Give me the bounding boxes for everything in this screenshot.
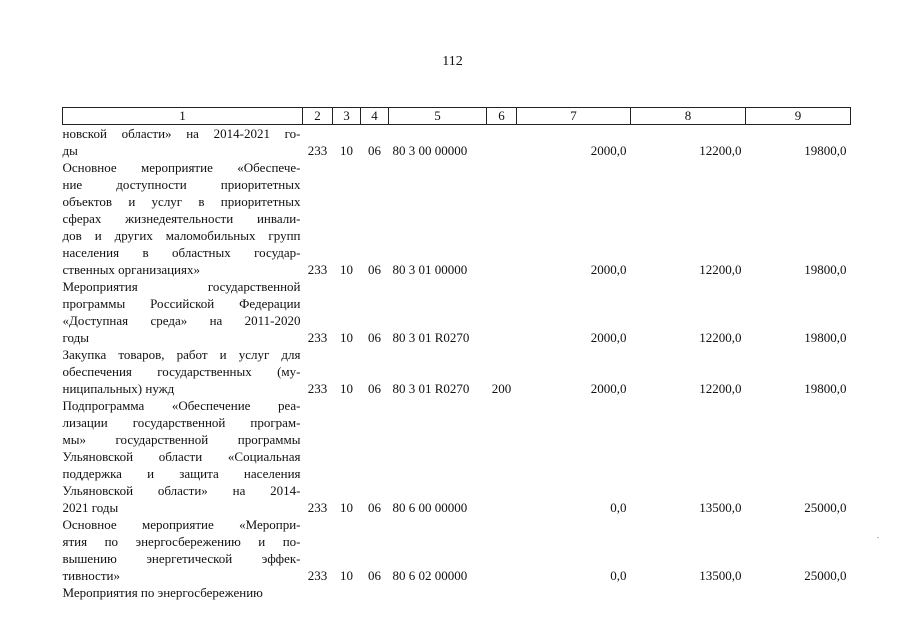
- expense-type-code: [487, 278, 517, 346]
- description-line: объектов и услуг в приоритетных: [62, 194, 301, 209]
- description-line: ние доступности приоритетных: [62, 177, 301, 192]
- expense-type-code: [487, 125, 517, 160]
- row-description: [63, 159, 303, 278]
- amount-col-7: 2000,0: [590, 381, 627, 396]
- rzd-code: [303, 584, 333, 601]
- target-article-code: 80 3 01 R0270: [392, 381, 470, 396]
- table-body: [63, 125, 851, 602]
- amount-col-8: 12200,0: [699, 143, 742, 158]
- description-line: мы» государственной программы: [62, 432, 301, 447]
- expense-type-code: [487, 397, 517, 516]
- table-header: [63, 108, 851, 125]
- amount-col-7: [517, 584, 631, 601]
- amount-col-8: 12200,0: [699, 330, 742, 345]
- description-line: Ульяновской области «Социальная: [62, 449, 301, 464]
- section-code: 10: [340, 262, 353, 277]
- amount-col-9: 25000,0: [804, 500, 847, 515]
- amount-col-8: [631, 584, 746, 601]
- section-code: [333, 584, 361, 601]
- rzd-code: 233: [307, 143, 328, 158]
- row-description: [63, 516, 303, 584]
- description-line: Основное мероприятие «Обеспече-: [62, 160, 301, 175]
- row-description: [63, 584, 303, 601]
- amount-col-9: 19800,0: [804, 143, 847, 158]
- table-row: [63, 584, 851, 601]
- description-line: 2021 годы: [62, 500, 119, 515]
- description-line: поддержка и защита населения: [62, 466, 301, 481]
- description-line: сферах жизнедеятельности инвали-: [62, 211, 301, 226]
- description-line: Мероприятия по энергосбережению: [62, 585, 263, 600]
- description-line: дов и других маломобильных групп: [62, 228, 301, 243]
- amount-col-8: 13500,0: [699, 500, 742, 515]
- amount-col-9: 25000,0: [804, 568, 847, 583]
- expense-type-code: 200: [491, 381, 512, 396]
- description-line: обеспечения государственных (му-: [62, 364, 301, 379]
- description-line: населения в областных государ-: [62, 245, 301, 260]
- scan-speck: [877, 537, 879, 538]
- header-col-9: 9: [746, 108, 851, 125]
- rzd-code: 233: [307, 381, 328, 396]
- expense-type-code: [487, 159, 517, 278]
- budget-table-sheet: [62, 107, 850, 601]
- header-col-2: 2: [303, 108, 333, 125]
- target-article-code: 80 3 01 00000: [392, 262, 468, 277]
- rzd-code: 233: [307, 262, 328, 277]
- header-col-5: 5: [389, 108, 487, 125]
- header-row: [63, 108, 851, 125]
- table-row: [63, 159, 851, 278]
- header-col-8: 8: [631, 108, 746, 125]
- header-col-3: 3: [333, 108, 361, 125]
- description-line: новской области» на 2014-2021 го-: [62, 126, 301, 141]
- amount-col-7: 0,0: [610, 500, 627, 515]
- row-description: [63, 397, 303, 516]
- description-line: Основное мероприятие «Меропри-: [62, 517, 301, 532]
- table-row: [63, 346, 851, 397]
- description-line: «Доступная среда» на 2011-2020: [62, 313, 301, 328]
- amount-col-9: 19800,0: [804, 330, 847, 345]
- target-article-code: 80 6 00 00000: [392, 500, 468, 515]
- section-code: 10: [340, 500, 353, 515]
- amount-col-8: 12200,0: [699, 381, 742, 396]
- header-col-7: 7: [517, 108, 631, 125]
- section-code: 10: [340, 568, 353, 583]
- description-line: годы: [62, 330, 89, 345]
- description-line: Ульяновской области» на 2014-: [62, 483, 301, 498]
- amount-col-7: 2000,0: [590, 330, 627, 345]
- subsection-code: [361, 584, 389, 601]
- subsection-code: 06: [368, 262, 381, 277]
- rzd-code: 233: [307, 500, 328, 515]
- amount-col-7: 2000,0: [590, 143, 627, 158]
- row-description: [63, 278, 303, 346]
- section-code: 10: [340, 143, 353, 158]
- description-line: тивности»: [62, 568, 120, 583]
- subsection-code: 06: [368, 143, 381, 158]
- section-code: 10: [340, 381, 353, 396]
- table-row: [63, 397, 851, 516]
- target-article-code: 80 3 00 00000: [392, 143, 468, 158]
- row-description: [63, 125, 303, 160]
- description-line: Подпрограмма «Обеспечение реа-: [62, 398, 301, 413]
- expense-type-code: [487, 516, 517, 584]
- target-article-code: 80 6 02 00000: [392, 568, 468, 583]
- amount-col-9: 19800,0: [804, 262, 847, 277]
- budget-table: [62, 107, 851, 601]
- amount-col-8: 12200,0: [699, 262, 742, 277]
- rzd-code: 233: [307, 330, 328, 345]
- rzd-code: 233: [307, 568, 328, 583]
- description-line: лизации государственной програм-: [62, 415, 301, 430]
- amount-col-7: 2000,0: [590, 262, 627, 277]
- target-article-code: [389, 584, 487, 601]
- amount-col-9: 19800,0: [804, 381, 847, 396]
- subsection-code: 06: [368, 330, 381, 345]
- row-description: [63, 346, 303, 397]
- section-code: 10: [340, 330, 353, 345]
- description-line: ятия по энергосбережению и по-: [62, 534, 301, 549]
- header-col-1: 1: [63, 108, 303, 125]
- subsection-code: 06: [368, 500, 381, 515]
- header-col-6: 6: [487, 108, 517, 125]
- amount-col-8: 13500,0: [699, 568, 742, 583]
- subsection-code: 06: [368, 381, 381, 396]
- description-line: ды: [62, 143, 78, 158]
- page-number: 112: [442, 54, 463, 69]
- subsection-code: 06: [368, 568, 381, 583]
- amount-col-7: 0,0: [610, 568, 627, 583]
- expense-type-code: [487, 584, 517, 601]
- header-col-4: 4: [361, 108, 389, 125]
- table-row: [63, 125, 851, 160]
- description-line: Мероприятия государственной: [62, 279, 301, 294]
- target-article-code: 80 3 01 R0270: [392, 330, 470, 345]
- description-line: программы Российской Федерации: [62, 296, 301, 311]
- table-row: [63, 278, 851, 346]
- description-line: ниципальных) нужд: [62, 381, 175, 396]
- description-line: ственных организациях»: [62, 262, 200, 277]
- table-row: [63, 516, 851, 584]
- description-line: вышению энергетической эффек-: [62, 551, 301, 566]
- amount-col-9: [746, 584, 851, 601]
- description-line: Закупка товаров, работ и услуг для: [62, 347, 301, 362]
